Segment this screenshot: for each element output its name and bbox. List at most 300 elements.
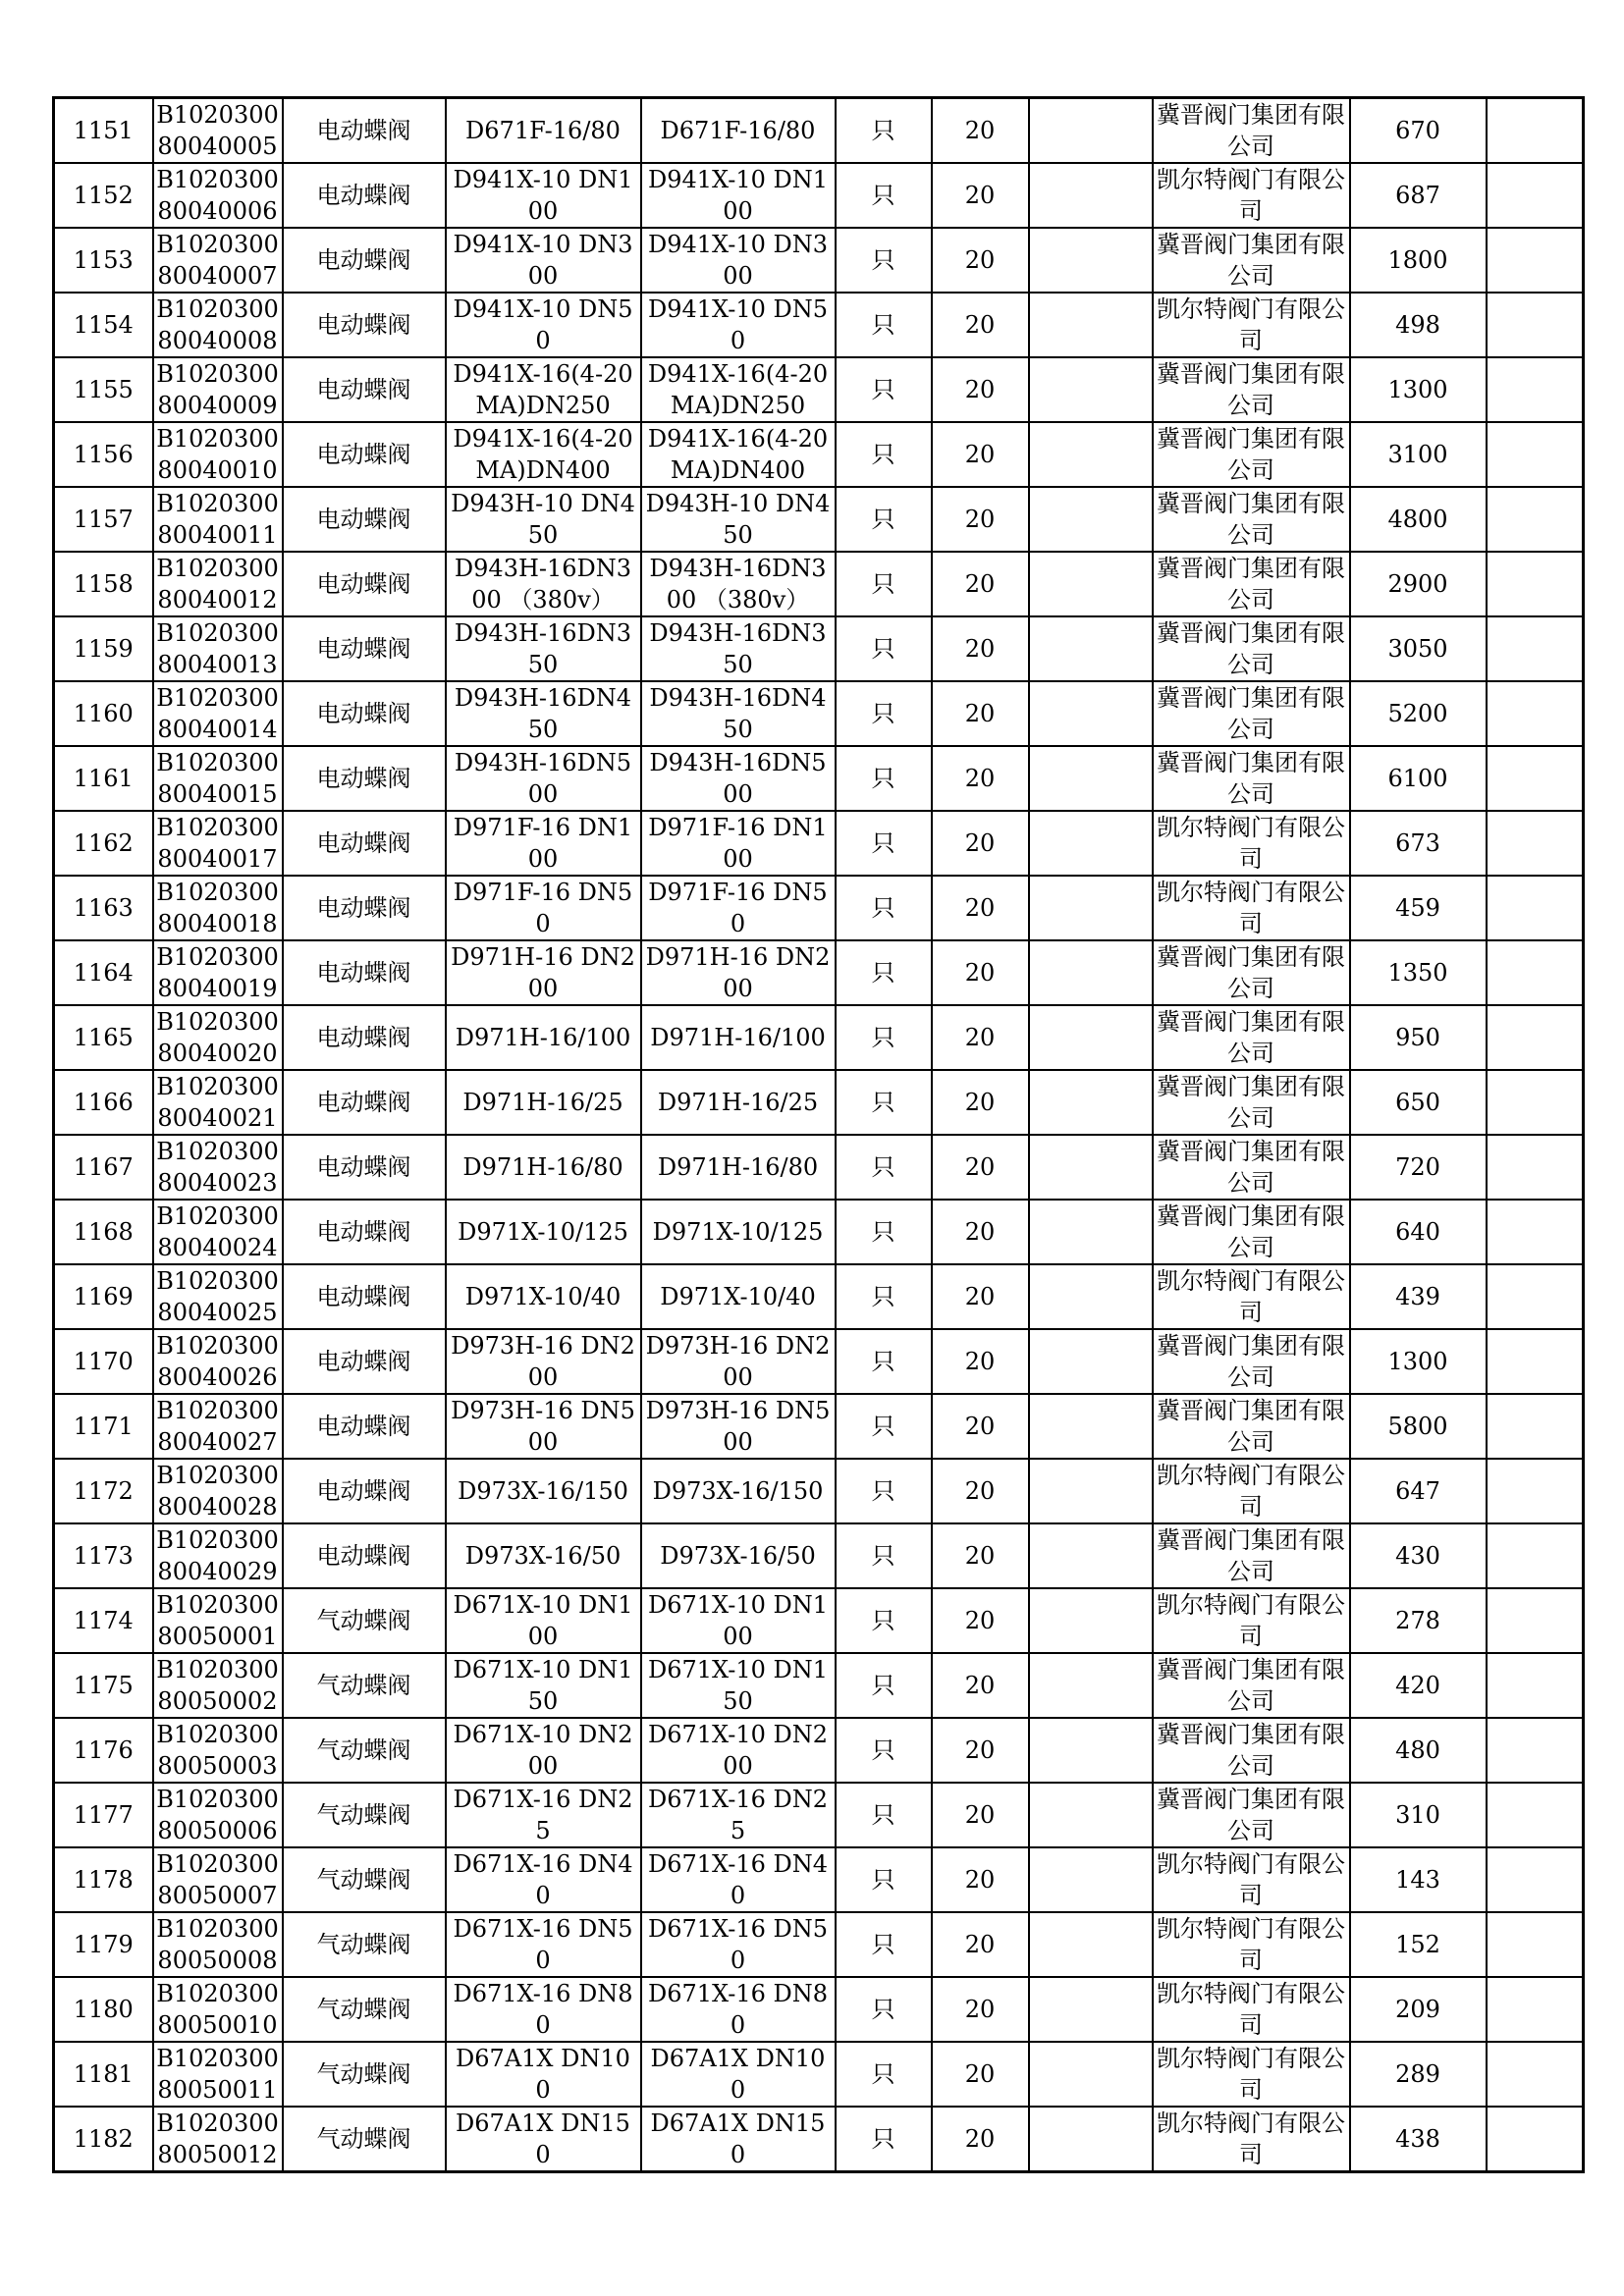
spec-cell: D971H-16/25 <box>446 1070 641 1135</box>
extra-cell <box>1487 1847 1584 1912</box>
table-row <box>54 1459 1584 1523</box>
row-number-cell: 1160 <box>54 681 153 746</box>
material-name-cell: 电动蝶阀 <box>283 293 446 357</box>
quantity-cell: 20 <box>932 2107 1029 2172</box>
price-cell: 420 <box>1350 1653 1487 1718</box>
supplier-cell: 冀晋阀门集团有限公司 <box>1153 1783 1350 1847</box>
model-cell: D941X-16(4-20MA)DN250 <box>641 357 836 422</box>
table-row <box>54 1264 1584 1329</box>
unit-cell: 只 <box>836 681 932 746</box>
spec-cell: D941X-10 DN50 <box>446 293 641 357</box>
table-row <box>54 811 1584 876</box>
spec-cell: D941X-16(4-20MA)DN250 <box>446 357 641 422</box>
model-cell: D943H-16DN450 <box>641 681 836 746</box>
price-cell: 647 <box>1350 1459 1487 1523</box>
material-code-cell: B1020300 80040024 <box>153 1200 283 1264</box>
quantity-cell: 20 <box>932 228 1029 293</box>
note-cell <box>1029 1847 1153 1912</box>
quantity-cell: 20 <box>932 2042 1029 2107</box>
extra-cell <box>1487 1588 1584 1653</box>
unit-cell: 只 <box>836 98 932 164</box>
table-row <box>54 616 1584 681</box>
material-name-cell: 气动蝶阀 <box>283 1977 446 2042</box>
note-cell <box>1029 1783 1153 1847</box>
spec-cell: D971X-10/40 <box>446 1264 641 1329</box>
price-cell: 498 <box>1350 293 1487 357</box>
spec-cell: D671X-16 DN25 <box>446 1783 641 1847</box>
price-cell: 720 <box>1350 1135 1487 1200</box>
quantity-cell: 20 <box>932 1718 1029 1783</box>
quantity-cell: 20 <box>932 1977 1029 2042</box>
unit-cell: 只 <box>836 552 932 616</box>
supplier-cell: 冀晋阀门集团有限公司 <box>1153 681 1350 746</box>
supplier-cell: 冀晋阀门集团有限公司 <box>1153 1070 1350 1135</box>
quantity-cell: 20 <box>932 1847 1029 1912</box>
model-cell: D67A1X DN100 <box>641 2042 836 2107</box>
unit-cell: 只 <box>836 2042 932 2107</box>
unit-cell: 只 <box>836 357 932 422</box>
model-cell: D941X-16(4-20MA)DN400 <box>641 422 836 487</box>
spec-cell: D971H-16/80 <box>446 1135 641 1200</box>
extra-cell <box>1487 1070 1584 1135</box>
supplier-cell: 凯尔特阀门有限公司 <box>1153 1912 1350 1977</box>
supplier-cell: 冀晋阀门集团有限公司 <box>1153 746 1350 811</box>
material-code-cell: B1020300 80040017 <box>153 811 283 876</box>
table-row <box>54 1005 1584 1070</box>
spec-cell: D971X-10/125 <box>446 1200 641 1264</box>
extra-cell <box>1487 876 1584 940</box>
spec-cell: D971H-16/100 <box>446 1005 641 1070</box>
spec-cell: D971F-16 DN50 <box>446 876 641 940</box>
spec-cell: D943H-10 DN450 <box>446 487 641 552</box>
table-row <box>54 1394 1584 1459</box>
unit-cell: 只 <box>836 1718 932 1783</box>
price-cell: 152 <box>1350 1912 1487 1977</box>
table-row <box>54 2107 1584 2172</box>
model-cell: D943H-10 DN450 <box>641 487 836 552</box>
extra-cell <box>1487 940 1584 1005</box>
note-cell <box>1029 2042 1153 2107</box>
material-code-cell: B1020300 80050008 <box>153 1912 283 1977</box>
material-name-cell: 电动蝶阀 <box>283 746 446 811</box>
material-code-cell: B1020300 80040021 <box>153 1070 283 1135</box>
material-name-cell: 电动蝶阀 <box>283 1200 446 1264</box>
row-number-cell: 1153 <box>54 228 153 293</box>
extra-cell <box>1487 1718 1584 1783</box>
price-cell: 209 <box>1350 1977 1487 2042</box>
note-cell <box>1029 1718 1153 1783</box>
material-code-cell: B1020300 80040012 <box>153 552 283 616</box>
row-number-cell: 1158 <box>54 552 153 616</box>
material-name-cell: 气动蝶阀 <box>283 1718 446 1783</box>
extra-cell <box>1487 1200 1584 1264</box>
material-code-cell: B1020300 80040015 <box>153 746 283 811</box>
table-row <box>54 1783 1584 1847</box>
note-cell <box>1029 681 1153 746</box>
model-cell: D941X-10 DN300 <box>641 228 836 293</box>
spec-cell: D67A1X DN150 <box>446 2107 641 2172</box>
material-name-cell: 电动蝶阀 <box>283 1459 446 1523</box>
price-cell: 480 <box>1350 1718 1487 1783</box>
extra-cell <box>1487 163 1584 228</box>
unit-cell: 只 <box>836 2107 932 2172</box>
supplier-cell: 冀晋阀门集团有限公司 <box>1153 228 1350 293</box>
spec-cell: D671X-10 DN100 <box>446 1588 641 1653</box>
row-number-cell: 1174 <box>54 1588 153 1653</box>
quantity-cell: 20 <box>932 422 1029 487</box>
table-row <box>54 1718 1584 1783</box>
material-name-cell: 电动蝶阀 <box>283 811 446 876</box>
row-number-cell: 1170 <box>54 1329 153 1394</box>
row-number-cell: 1182 <box>54 2107 153 2172</box>
supplier-cell: 冀晋阀门集团有限公司 <box>1153 1135 1350 1200</box>
price-cell: 2900 <box>1350 552 1487 616</box>
note-cell <box>1029 1329 1153 1394</box>
row-number-cell: 1155 <box>54 357 153 422</box>
supplier-cell: 冀晋阀门集团有限公司 <box>1153 940 1350 1005</box>
row-number-cell: 1172 <box>54 1459 153 1523</box>
supplier-cell: 冀晋阀门集团有限公司 <box>1153 616 1350 681</box>
unit-cell: 只 <box>836 1847 932 1912</box>
spec-cell: D943H-16DN300 （380v） <box>446 552 641 616</box>
model-cell: D671X-16 DN40 <box>641 1847 836 1912</box>
unit-cell: 只 <box>836 1264 932 1329</box>
extra-cell <box>1487 811 1584 876</box>
material-code-cell: B1020300 80040010 <box>153 422 283 487</box>
material-code-cell: B1020300 80050012 <box>153 2107 283 2172</box>
price-cell: 5800 <box>1350 1394 1487 1459</box>
supplier-cell: 冀晋阀门集团有限公司 <box>1153 1523 1350 1588</box>
table-body <box>54 98 1584 2172</box>
table-row <box>54 1977 1584 2042</box>
quantity-cell: 20 <box>932 98 1029 164</box>
supplier-cell: 冀晋阀门集团有限公司 <box>1153 487 1350 552</box>
row-number-cell: 1178 <box>54 1847 153 1912</box>
extra-cell <box>1487 552 1584 616</box>
material-code-cell: B1020300 80050010 <box>153 1977 283 2042</box>
extra-cell <box>1487 228 1584 293</box>
supplier-cell: 凯尔特阀门有限公司 <box>1153 876 1350 940</box>
material-code-cell: B1020300 80040009 <box>153 357 283 422</box>
price-cell: 640 <box>1350 1200 1487 1264</box>
table-row <box>54 98 1584 164</box>
extra-cell <box>1487 1783 1584 1847</box>
price-cell: 5200 <box>1350 681 1487 746</box>
material-code-cell: B1020300 80050007 <box>153 1847 283 1912</box>
quantity-cell: 20 <box>932 940 1029 1005</box>
material-name-cell: 气动蝶阀 <box>283 2107 446 2172</box>
table-row <box>54 1847 1584 1912</box>
price-cell: 1300 <box>1350 1329 1487 1394</box>
material-code-cell: B1020300 80040023 <box>153 1135 283 1200</box>
extra-cell <box>1487 422 1584 487</box>
price-table <box>52 96 1585 2173</box>
quantity-cell: 20 <box>932 163 1029 228</box>
quantity-cell: 20 <box>932 811 1029 876</box>
supplier-cell: 冀晋阀门集团有限公司 <box>1153 1005 1350 1070</box>
table-row <box>54 1200 1584 1264</box>
price-cell: 1800 <box>1350 228 1487 293</box>
table-row <box>54 293 1584 357</box>
quantity-cell: 20 <box>932 357 1029 422</box>
note-cell <box>1029 876 1153 940</box>
material-name-cell: 电动蝶阀 <box>283 876 446 940</box>
material-code-cell: B1020300 80050001 <box>153 1588 283 1653</box>
supplier-cell: 凯尔特阀门有限公司 <box>1153 1847 1350 1912</box>
supplier-cell: 凯尔特阀门有限公司 <box>1153 1977 1350 2042</box>
table-row <box>54 1070 1584 1135</box>
material-name-cell: 电动蝶阀 <box>283 1264 446 1329</box>
note-cell <box>1029 1135 1153 1200</box>
unit-cell: 只 <box>836 1005 932 1070</box>
supplier-cell: 凯尔特阀门有限公司 <box>1153 811 1350 876</box>
extra-cell <box>1487 1264 1584 1329</box>
model-cell: D971F-16 DN50 <box>641 876 836 940</box>
row-number-cell: 1167 <box>54 1135 153 1200</box>
material-name-cell: 电动蝶阀 <box>283 228 446 293</box>
unit-cell: 只 <box>836 293 932 357</box>
note-cell <box>1029 1459 1153 1523</box>
row-number-cell: 1152 <box>54 163 153 228</box>
material-code-cell: B1020300 80040025 <box>153 1264 283 1329</box>
material-name-cell: 电动蝶阀 <box>283 1394 446 1459</box>
supplier-cell: 凯尔特阀门有限公司 <box>1153 1264 1350 1329</box>
table-row <box>54 1588 1584 1653</box>
table-row <box>54 487 1584 552</box>
unit-cell: 只 <box>836 1912 932 1977</box>
note-cell <box>1029 357 1153 422</box>
note-cell <box>1029 228 1153 293</box>
material-code-cell: B1020300 80050006 <box>153 1783 283 1847</box>
extra-cell <box>1487 1653 1584 1718</box>
supplier-cell: 凯尔特阀门有限公司 <box>1153 1588 1350 1653</box>
quantity-cell: 20 <box>932 1394 1029 1459</box>
material-name-cell: 电动蝶阀 <box>283 357 446 422</box>
spec-cell: D971H-16 DN200 <box>446 940 641 1005</box>
price-cell: 3100 <box>1350 422 1487 487</box>
note-cell <box>1029 1005 1153 1070</box>
extra-cell <box>1487 293 1584 357</box>
price-cell: 950 <box>1350 1005 1487 1070</box>
material-name-cell: 气动蝶阀 <box>283 1588 446 1653</box>
spec-cell: D973X-16/50 <box>446 1523 641 1588</box>
note-cell <box>1029 163 1153 228</box>
quantity-cell: 20 <box>932 487 1029 552</box>
material-name-cell: 电动蝶阀 <box>283 1523 446 1588</box>
spec-cell: D941X-16(4-20MA)DN400 <box>446 422 641 487</box>
row-number-cell: 1179 <box>54 1912 153 1977</box>
table-row <box>54 681 1584 746</box>
material-name-cell: 气动蝶阀 <box>283 1783 446 1847</box>
spec-cell: D943H-16DN450 <box>446 681 641 746</box>
supplier-cell: 冀晋阀门集团有限公司 <box>1153 1394 1350 1459</box>
model-cell: D671F-16/80 <box>641 98 836 164</box>
supplier-cell: 冀晋阀门集团有限公司 <box>1153 552 1350 616</box>
price-cell: 4800 <box>1350 487 1487 552</box>
model-cell: D971X-10/125 <box>641 1200 836 1264</box>
row-number-cell: 1173 <box>54 1523 153 1588</box>
model-cell: D971H-16/25 <box>641 1070 836 1135</box>
row-number-cell: 1154 <box>54 293 153 357</box>
row-number-cell: 1161 <box>54 746 153 811</box>
material-name-cell: 气动蝶阀 <box>283 2042 446 2107</box>
model-cell: D943H-16DN500 <box>641 746 836 811</box>
note-cell <box>1029 487 1153 552</box>
material-code-cell: B1020300 80040019 <box>153 940 283 1005</box>
material-code-cell: B1020300 80040006 <box>153 163 283 228</box>
material-name-cell: 电动蝶阀 <box>283 616 446 681</box>
price-cell: 459 <box>1350 876 1487 940</box>
spec-cell: D973H-16 DN500 <box>446 1394 641 1459</box>
note-cell <box>1029 1977 1153 2042</box>
note-cell <box>1029 422 1153 487</box>
model-cell: D671X-10 DN100 <box>641 1588 836 1653</box>
material-name-cell: 电动蝶阀 <box>283 1070 446 1135</box>
unit-cell: 只 <box>836 746 932 811</box>
unit-cell: 只 <box>836 1135 932 1200</box>
unit-cell: 只 <box>836 1977 932 2042</box>
supplier-cell: 凯尔特阀门有限公司 <box>1153 1459 1350 1523</box>
supplier-cell: 冀晋阀门集团有限公司 <box>1153 422 1350 487</box>
price-cell: 289 <box>1350 2042 1487 2107</box>
quantity-cell: 20 <box>932 293 1029 357</box>
extra-cell <box>1487 98 1584 164</box>
price-cell: 687 <box>1350 163 1487 228</box>
row-number-cell: 1156 <box>54 422 153 487</box>
material-code-cell: B1020300 80040014 <box>153 681 283 746</box>
material-name-cell: 电动蝶阀 <box>283 1005 446 1070</box>
table-row <box>54 357 1584 422</box>
note-cell <box>1029 1394 1153 1459</box>
material-code-cell: B1020300 80050002 <box>153 1653 283 1718</box>
quantity-cell: 20 <box>932 1329 1029 1394</box>
extra-cell <box>1487 681 1584 746</box>
note-cell <box>1029 746 1153 811</box>
spec-cell: D973X-16/150 <box>446 1459 641 1523</box>
quantity-cell: 20 <box>932 746 1029 811</box>
material-name-cell: 气动蝶阀 <box>283 1847 446 1912</box>
quantity-cell: 20 <box>932 1588 1029 1653</box>
supplier-cell: 冀晋阀门集团有限公司 <box>1153 1718 1350 1783</box>
row-number-cell: 1157 <box>54 487 153 552</box>
spec-cell: D671X-10 DN200 <box>446 1718 641 1783</box>
extra-cell <box>1487 616 1584 681</box>
price-cell: 439 <box>1350 1264 1487 1329</box>
extra-cell <box>1487 1523 1584 1588</box>
supplier-cell: 凯尔特阀门有限公司 <box>1153 2042 1350 2107</box>
extra-cell <box>1487 1135 1584 1200</box>
unit-cell: 只 <box>836 1394 932 1459</box>
model-cell: D671X-16 DN25 <box>641 1783 836 1847</box>
material-code-cell: B1020300 80040027 <box>153 1394 283 1459</box>
extra-cell <box>1487 1394 1584 1459</box>
row-number-cell: 1159 <box>54 616 153 681</box>
quantity-cell: 20 <box>932 1135 1029 1200</box>
material-name-cell: 电动蝶阀 <box>283 1135 446 1200</box>
extra-cell <box>1487 487 1584 552</box>
table-row <box>54 1523 1584 1588</box>
table-row <box>54 1912 1584 1977</box>
spec-cell: D943H-16DN500 <box>446 746 641 811</box>
supplier-cell: 凯尔特阀门有限公司 <box>1153 163 1350 228</box>
model-cell: D671X-10 DN200 <box>641 1718 836 1783</box>
quantity-cell: 20 <box>932 681 1029 746</box>
supplier-cell: 冀晋阀门集团有限公司 <box>1153 1200 1350 1264</box>
note-cell <box>1029 811 1153 876</box>
spec-cell: D973H-16 DN200 <box>446 1329 641 1394</box>
table-row <box>54 1653 1584 1718</box>
supplier-cell: 冀晋阀门集团有限公司 <box>1153 1329 1350 1394</box>
material-code-cell: B1020300 80040005 <box>153 98 283 164</box>
table-row <box>54 1135 1584 1200</box>
row-number-cell: 1168 <box>54 1200 153 1264</box>
material-name-cell: 电动蝶阀 <box>283 98 446 164</box>
model-cell: D671X-16 DN80 <box>641 1977 836 2042</box>
table-row <box>54 422 1584 487</box>
note-cell <box>1029 1264 1153 1329</box>
unit-cell: 只 <box>836 940 932 1005</box>
spec-cell: D971F-16 DN100 <box>446 811 641 876</box>
model-cell: D971H-16/100 <box>641 1005 836 1070</box>
material-name-cell: 电动蝶阀 <box>283 681 446 746</box>
unit-cell: 只 <box>836 163 932 228</box>
row-number-cell: 1151 <box>54 98 153 164</box>
price-cell: 430 <box>1350 1523 1487 1588</box>
quantity-cell: 20 <box>932 1070 1029 1135</box>
model-cell: D941X-10 DN100 <box>641 163 836 228</box>
note-cell <box>1029 1912 1153 1977</box>
spec-cell: D671X-16 DN50 <box>446 1912 641 1977</box>
unit-cell: 只 <box>836 1588 932 1653</box>
unit-cell: 只 <box>836 1459 932 1523</box>
row-number-cell: 1169 <box>54 1264 153 1329</box>
quantity-cell: 20 <box>932 616 1029 681</box>
price-cell: 670 <box>1350 98 1487 164</box>
note-cell <box>1029 616 1153 681</box>
unit-cell: 只 <box>836 1523 932 1588</box>
material-code-cell: B1020300 80040026 <box>153 1329 283 1394</box>
note-cell <box>1029 1588 1153 1653</box>
price-cell: 438 <box>1350 2107 1487 2172</box>
price-cell: 143 <box>1350 1847 1487 1912</box>
spec-cell: D943H-16DN350 <box>446 616 641 681</box>
row-number-cell: 1165 <box>54 1005 153 1070</box>
table-row <box>54 552 1584 616</box>
material-code-cell: B1020300 80040011 <box>153 487 283 552</box>
model-cell: D67A1X DN150 <box>641 2107 836 2172</box>
quantity-cell: 20 <box>932 1005 1029 1070</box>
material-code-cell: B1020300 80040020 <box>153 1005 283 1070</box>
quantity-cell: 20 <box>932 1653 1029 1718</box>
supplier-cell: 凯尔特阀门有限公司 <box>1153 2107 1350 2172</box>
material-code-cell: B1020300 80050003 <box>153 1718 283 1783</box>
unit-cell: 只 <box>836 1783 932 1847</box>
model-cell: D671X-16 DN50 <box>641 1912 836 1977</box>
note-cell <box>1029 293 1153 357</box>
row-number-cell: 1164 <box>54 940 153 1005</box>
spec-cell: D671F-16/80 <box>446 98 641 164</box>
price-cell: 3050 <box>1350 616 1487 681</box>
row-number-cell: 1175 <box>54 1653 153 1718</box>
supplier-cell: 凯尔特阀门有限公司 <box>1153 293 1350 357</box>
material-name-cell: 电动蝶阀 <box>283 422 446 487</box>
row-number-cell: 1177 <box>54 1783 153 1847</box>
note-cell <box>1029 1200 1153 1264</box>
row-number-cell: 1176 <box>54 1718 153 1783</box>
quantity-cell: 20 <box>932 1912 1029 1977</box>
extra-cell <box>1487 2042 1584 2107</box>
unit-cell: 只 <box>836 616 932 681</box>
